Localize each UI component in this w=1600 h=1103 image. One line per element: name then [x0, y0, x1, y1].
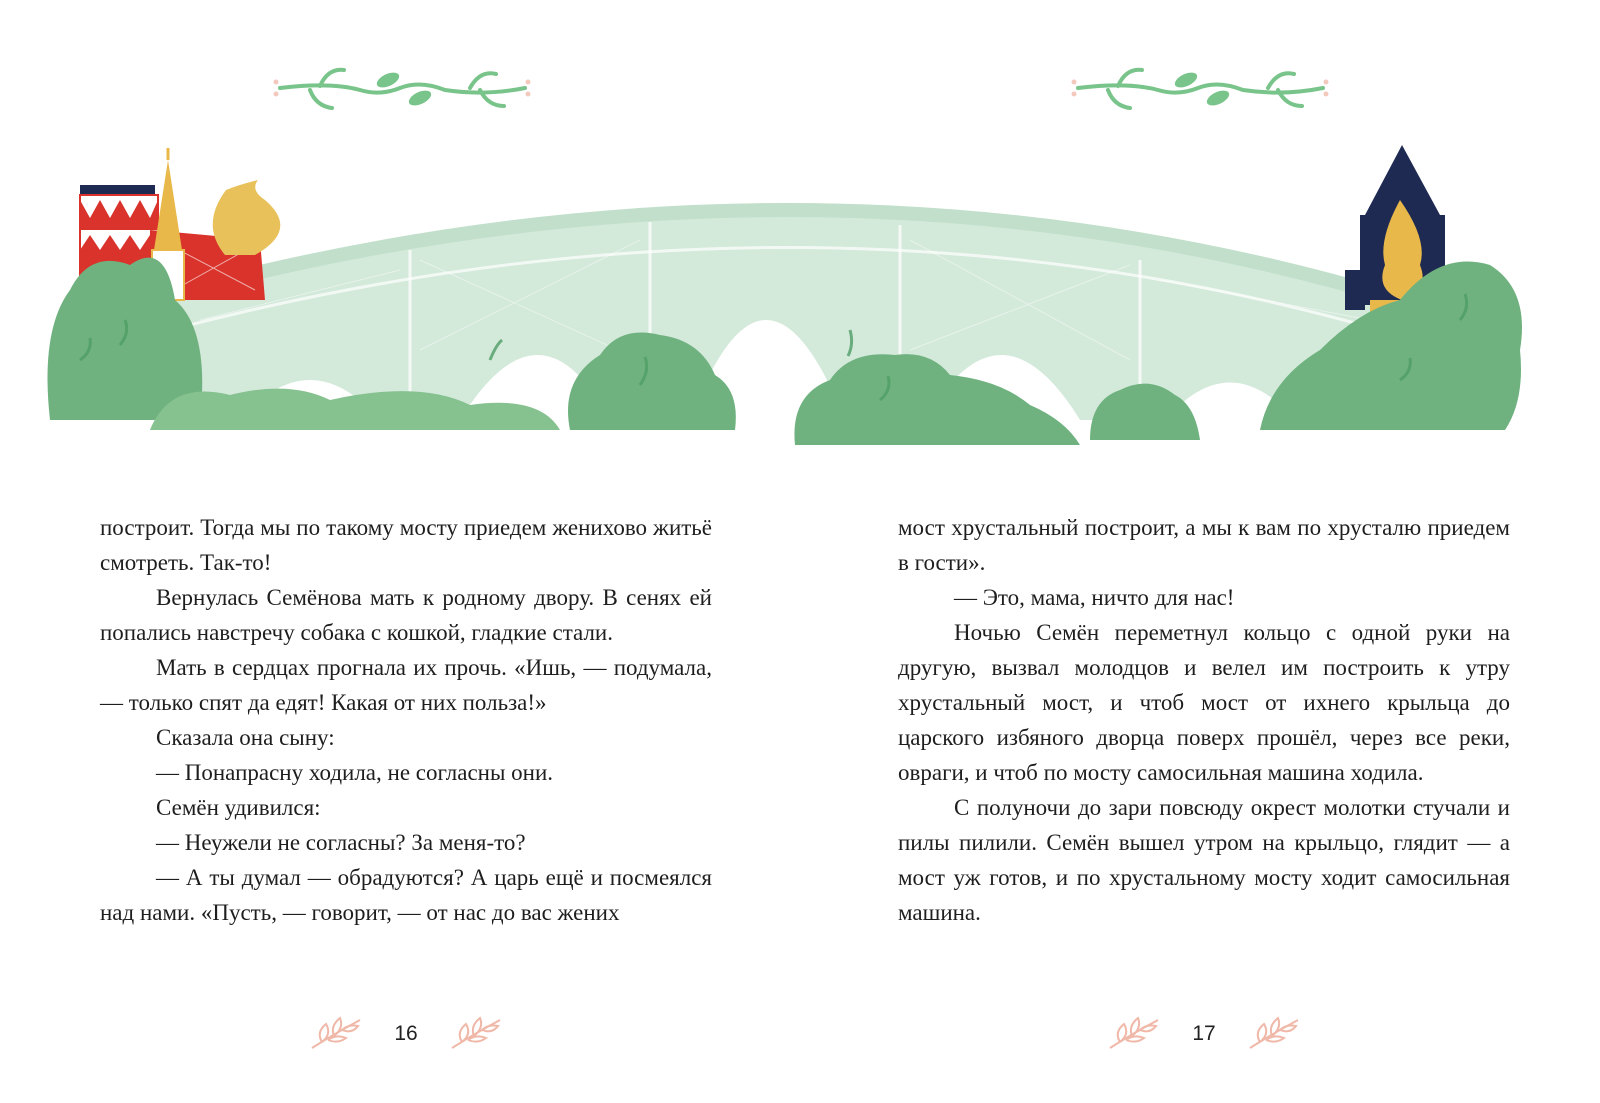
paragraph: — Неужели не согласны? За меня-то? — [156, 830, 526, 855]
vine-ornament-icon — [1068, 62, 1333, 114]
paragraph: Вернулась Семёнова мать к родному двору. В сенях ей попались навстречу собака с кошкой, гладкие стали. — [100, 585, 712, 645]
bridge-illustration — [0, 0, 1600, 480]
paragraph: Мать в сердцах прогнала их прочь. «Ишь, — подумала, — только спят да едят! Какая от них польза!» — [100, 655, 712, 715]
paragraph: Семён удивился: — [156, 795, 321, 820]
paragraph: Ночью Семён переметнул кольцо с одной руки на другую, вызвал молодцов и велел им построить к утру хрустальный мост, и чтоб мост от ихнего крыльца до царского избяного дворца поверх прошёл, через все реки, овраги, и чтоб по мосту самосильная машина ходила. — [898, 620, 1510, 785]
paragraph: — Это, мама, ничто для нас! — [954, 585, 1235, 610]
page-number: 17 — [1192, 1022, 1216, 1045]
page-footer-left — [296, 1012, 516, 1062]
page-number: 16 — [394, 1022, 418, 1045]
paragraph: построит. Тогда мы по такому мосту приедем женихово житьё смотреть. Так-то! — [100, 515, 712, 575]
paragraph: мост хрустальный построит, а мы к вам по хрусталю приедем в гости». — [898, 515, 1510, 575]
right-page-text — [898, 510, 1510, 930]
paragraph: — Понапрасну ходила, не согласны они. — [156, 760, 554, 785]
sprig-icon — [1246, 1012, 1302, 1056]
sprig-icon — [448, 1012, 504, 1056]
page-footer-right — [1094, 1012, 1314, 1062]
paragraph: Сказала она сыну: — [156, 725, 335, 750]
paragraph: С полуночи до зари повсюду окрест молотки стучали и пилы пилили. Семён вышел утром на крыльцо, глядит — а мост уж готов, и по хрустальному мосту ходит самосильная машина. — [898, 795, 1510, 925]
paragraph: — А ты думал — обрадуются? А царь ещё и посмеялся над нами. «Пусть, — говорит, — от нас до вас жених — [100, 865, 712, 925]
vine-ornament-icon — [270, 62, 535, 114]
left-page-text — [100, 510, 712, 930]
